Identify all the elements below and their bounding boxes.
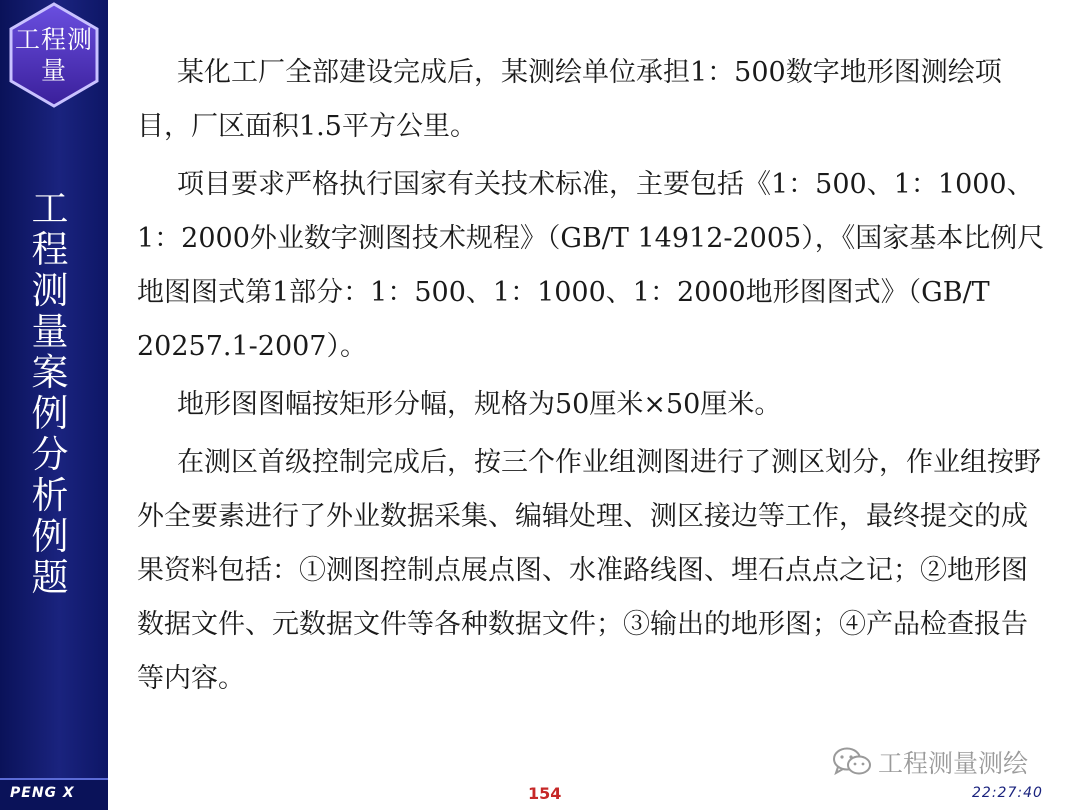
paragraph-project-intro: 某化工厂全部建设完成后，某测绘单位承担1：500数字地形图测绘项目，厂区面积1.5平方公里。 [137,57,1002,142]
section-title: 工程测量案例分析例题 [31,187,69,599]
sidebar [0,0,108,810]
watermark [832,742,1028,782]
wechat-icon [832,746,872,778]
slide-body [137,46,1047,710]
paragraph-standards: 项目要求严格执行国家有关技术标准，主要包括《1：500、1：1000、1：2000外业数字测图技术规程》（GB/T 14912-2005），《国家基本比例尺地图图式第1部分：1：500、1：1000、1：2000地形图图式》（GB/T 20257.1-2007）。 [137,169,1045,362]
page-number: 154 [528,784,562,803]
timestamp: 22:27:40 [972,785,1043,801]
course-badge [8,2,100,108]
author-label: PENG X [10,785,75,801]
watermark-text: 工程测量测绘 [878,749,1029,778]
paragraph-deliverables: 在测区首级控制完成后，按三个作业组测图进行了测区划分，作业组按野外全要素进行了外业数据采集、编辑处理、测区接边等工作，最终提交的成果资料包括：①测图控制点展点图、水准路线图、埋石点点之记；②地形图数据文件、元数据文件等各种数据文件；③输出的地形图；④产品检查报告等内容。 [137,447,1041,694]
course-badge-label: 工程测量 [14,25,93,85]
paragraph-sheet-format: 地形图图幅按矩形分幅，规格为50厘米×50厘米。 [177,389,782,420]
